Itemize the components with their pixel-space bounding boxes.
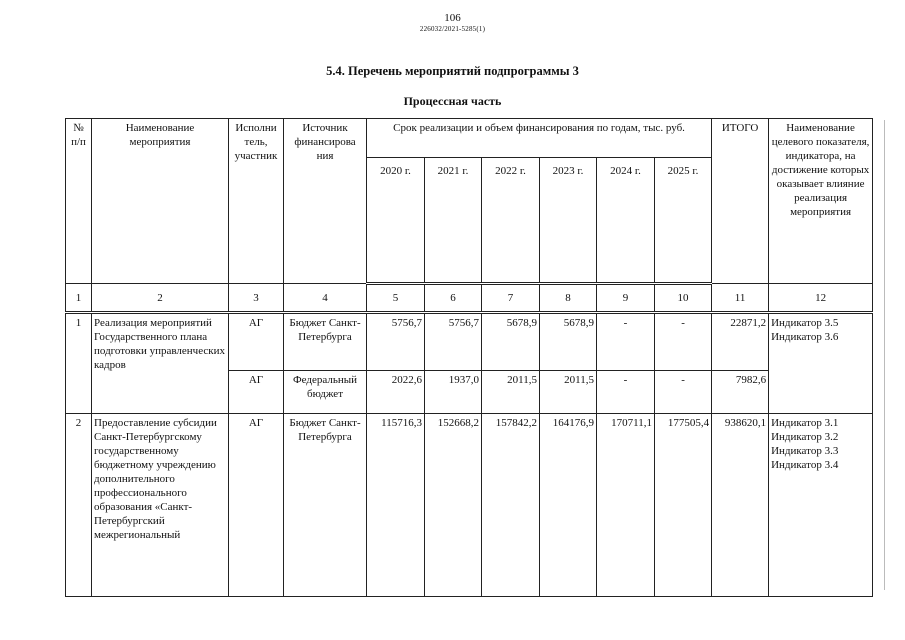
document-id: 226032/2021-5285(1) <box>419 25 486 33</box>
header-indicator: Наименование целевого показателя, индикатора, на достижение которых оказывает влияние реализация мероприятия <box>769 119 873 284</box>
column-number: 2 <box>92 284 229 313</box>
column-number: 3 <box>229 284 284 313</box>
value-cell: 177505,4 <box>655 414 712 597</box>
value-cell: 5756,7 <box>367 313 425 371</box>
header-total: ИТОГО <box>712 119 769 284</box>
value-cell: 5678,9 <box>540 313 597 371</box>
header-year: 2025 г. <box>655 158 712 284</box>
activities-table <box>65 118 873 597</box>
executor-cell: АГ <box>229 371 284 414</box>
scan-edge-line <box>884 120 885 590</box>
value-cell: 5756,7 <box>425 313 482 371</box>
header-name: Наименование мероприятия <box>92 119 229 284</box>
column-number: 1 <box>66 284 92 313</box>
total-cell: 938620,1 <box>712 414 769 597</box>
source-cell: Федеральный бюджет <box>284 371 367 414</box>
row-number: 2 <box>66 414 92 597</box>
activity-name: Предоставление субсидии Санкт-Петербургскому государственному бюджетному учреждению дополнительного профессионального образования «Санкт-Петербургский межрегиональный <box>92 414 229 597</box>
column-number: 4 <box>284 284 367 313</box>
value-cell: 5678,9 <box>482 313 540 371</box>
column-number: 5 <box>367 284 425 313</box>
source-cell: Бюджет Санкт-Петербурга <box>284 313 367 371</box>
header-year: 2024 г. <box>597 158 655 284</box>
column-number: 8 <box>540 284 597 313</box>
column-number-row <box>66 284 873 313</box>
header-year: 2023 г. <box>540 158 597 284</box>
header-year: 2021 г. <box>425 158 482 284</box>
total-cell: 7982,6 <box>712 371 769 414</box>
total-cell: 22871,2 <box>712 313 769 371</box>
value-cell: 2011,5 <box>482 371 540 414</box>
executor-cell: АГ <box>229 313 284 371</box>
value-cell: 2011,5 <box>540 371 597 414</box>
value-cell: 164176,9 <box>540 414 597 597</box>
header-no: № п/п <box>66 119 92 284</box>
page-number: 106 <box>444 12 461 24</box>
column-number: 9 <box>597 284 655 313</box>
header-period: Срок реализации и объем финансирования по годам, тыс. руб. <box>367 119 712 158</box>
executor-cell: АГ <box>229 414 284 597</box>
value-cell: - <box>655 313 712 371</box>
indicator-cell: Индикатор 3.5 Индикатор 3.6 <box>769 313 873 414</box>
value-cell: 2022,6 <box>367 371 425 414</box>
header-year: 2022 г. <box>482 158 540 284</box>
column-number: 10 <box>655 284 712 313</box>
header-executor: Исполни тель, участник <box>229 119 284 284</box>
value-cell: - <box>655 371 712 414</box>
value-cell: 170711,1 <box>597 414 655 597</box>
source-cell: Бюджет Санкт-Петербурга <box>284 414 367 597</box>
column-number: 6 <box>425 284 482 313</box>
activity-name: Реализация мероприятий Государственного плана подготовки управленческих кадров <box>92 313 229 414</box>
header-year: 2020 г. <box>367 158 425 284</box>
value-cell: 115716,3 <box>367 414 425 597</box>
section-title: 5.4. Перечень мероприятий подпрограммы 3 <box>326 64 579 78</box>
table-header-row <box>66 119 873 158</box>
table-row <box>66 414 873 597</box>
value-cell: - <box>597 371 655 414</box>
indicator-cell: Индикатор 3.1 Индикатор 3.2 Индикатор 3.3 Индикатор 3.4 <box>769 414 873 597</box>
column-number: 12 <box>769 284 873 313</box>
column-number: 11 <box>712 284 769 313</box>
value-cell: 1937,0 <box>425 371 482 414</box>
value-cell: 157842,2 <box>482 414 540 597</box>
value-cell: 152668,2 <box>425 414 482 597</box>
value-cell: - <box>597 313 655 371</box>
row-number: 1 <box>66 313 92 414</box>
header-source: Источник финансирова ния <box>284 119 367 284</box>
section-subtitle: Процессная часть <box>403 94 502 108</box>
table-row <box>66 313 873 371</box>
column-number: 7 <box>482 284 540 313</box>
